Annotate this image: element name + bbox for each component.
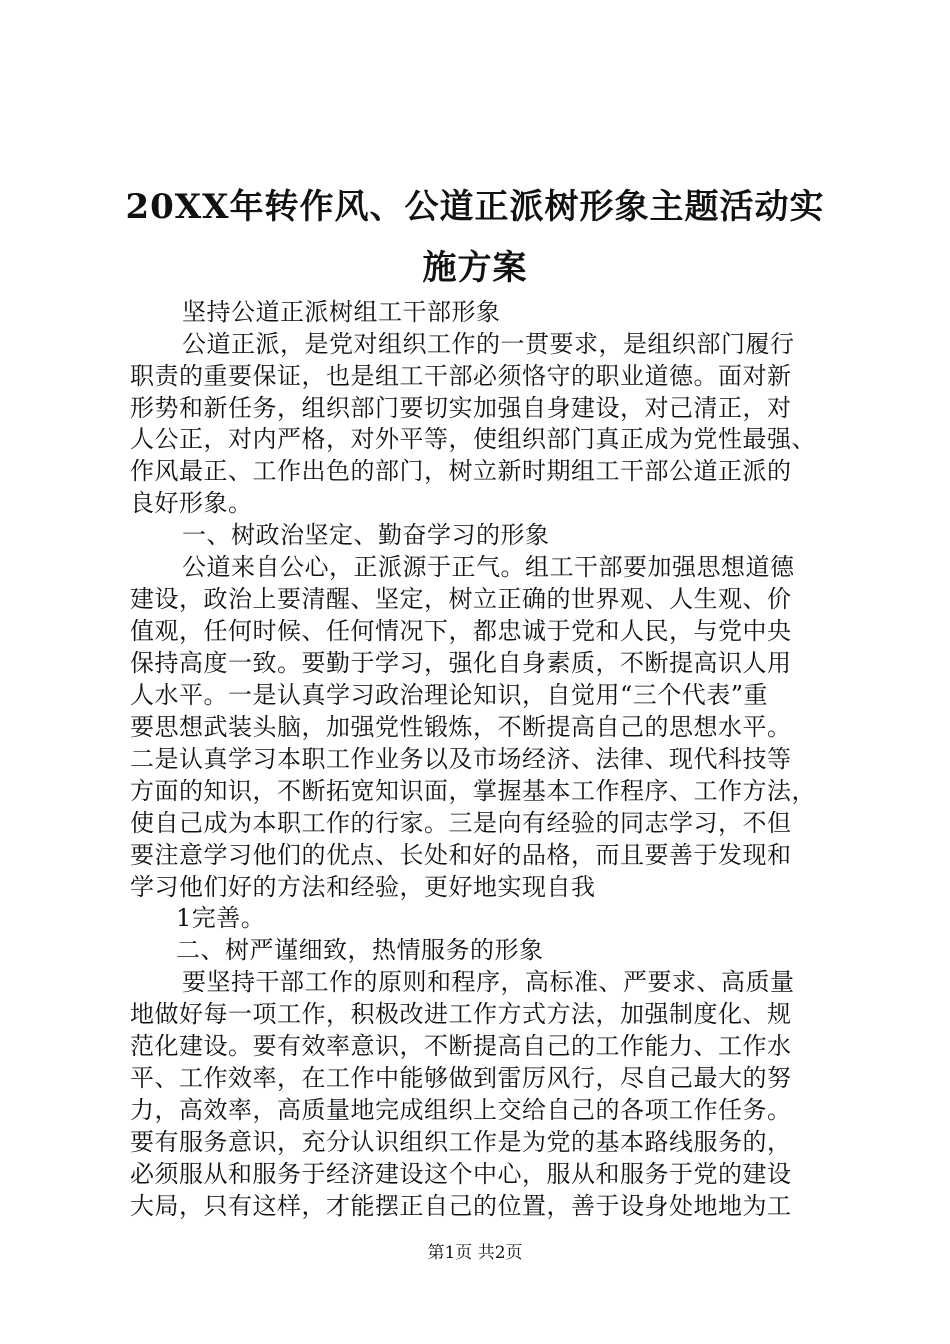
paragraph-line: 要坚持干部工作的原则和程序，高标准、严要求、高质量 [182, 968, 795, 996]
paragraph-line: 方面的知识，不断拓宽知识面，掌握基本工作程序、工作方法， [130, 777, 816, 805]
paragraph-line: 人水平。一是认真学习政治理论知识，自觉用“三个代表”重 [130, 681, 769, 709]
title-line: 施方案 [422, 248, 528, 288]
paragraph-line: 作风最正、工作出色的部门，树立新时期组工干部公道正派的 [130, 457, 792, 485]
paragraph-line: 公道来自公心，正派源于正气。组工干部要加强思想道德 [182, 553, 795, 581]
paragraph-line: 形势和新任务，组织部门要切实加强自身建设，对己清正，对 [130, 394, 792, 422]
paragraph-line: 人公正，对内严格，对外平等，使组织部门真正成为党性最强、 [130, 425, 816, 453]
section-heading: 一、树政治坚定、勤奋学习的形象 [182, 521, 550, 549]
paragraph-line: 力，高效率，高质量地完成组织上交给自己的各项工作任务。 [130, 1096, 792, 1124]
paragraph-line: 公道正派，是党对组织工作的一贯要求，是组织部门履行 [182, 330, 795, 358]
section-heading: 二、树严谨细致，热情服务的形象 [176, 936, 544, 964]
page-number-footer: 第1页 共2页 [427, 1243, 523, 1263]
paragraph-line: 必须服从和服务于经济建设这个中心，服从和服务于党的建设 [130, 1160, 792, 1188]
paragraph-line: 使自己成为本职工作的行家。三是向有经验的同志学习，不但 [130, 809, 792, 837]
paragraph-line: 学习他们好的方法和经验，更好地实现自我 [130, 873, 596, 901]
paragraph-line: 范化建设。要有效率意识，不断提高自己的工作能力、工作水 [130, 1032, 792, 1060]
paragraph-line: 职责的重要保证，也是组工干部必须恪守的职业道德。面对新 [130, 362, 792, 390]
paragraph-line: 地做好每一项工作，积极改进工作方式方法，加强制度化、规 [130, 1000, 792, 1028]
paragraph-line: 二是认真学习本职工作业务以及市场经济、法律、现代科技等 [130, 745, 792, 773]
paragraph-line: 要思想武装头脑，加强党性锻炼，不断提高自己的思想水平。 [130, 713, 792, 741]
paragraph-line: 保持高度一致。要勤于学习，强化自身素质，不断提高识人用 [130, 649, 792, 677]
paragraph-line: 大局，只有这样，才能摆正自己的位置，善于设身处地地为工 [130, 1192, 792, 1220]
title-line: 20XX年转作风、公道正派树形象主题活动实 [125, 187, 825, 227]
paragraph-line: 平、工作效率，在工作中能够做到雷厉风行，尽自己最大的努 [130, 1064, 792, 1092]
paragraph-line: 值观，任何时候、任何情况下，都忠诚于党和人民，与党中央 [130, 617, 792, 645]
paragraph-line: 要注意学习他们的优点、长处和好的品格，而且要善于发现和 [130, 841, 792, 869]
paragraph-line: 良好形象。 [130, 489, 253, 517]
paragraph-line: 要有服务意识，充分认识组织工作是为党的基本路线服务的， [130, 1128, 792, 1156]
paragraph-line: 1完善。 [176, 904, 266, 932]
section-heading: 坚持公道正派树组工干部形象 [182, 298, 501, 326]
paragraph-line: 建设，政治上要清醒、坚定，树立正确的世界观、人生观、价 [130, 585, 792, 613]
